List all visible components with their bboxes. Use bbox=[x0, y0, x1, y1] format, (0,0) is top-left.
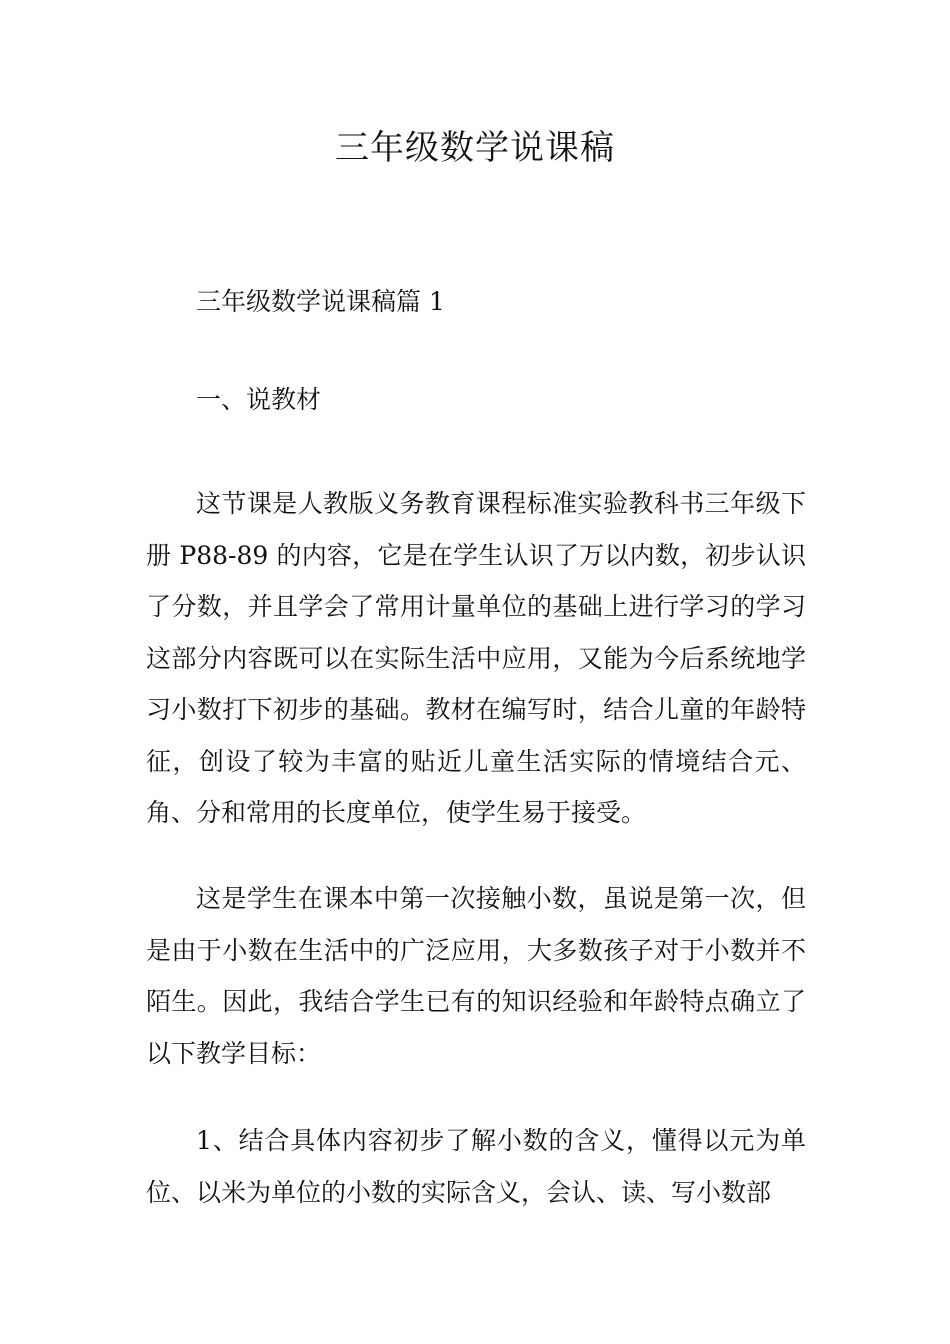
body-paragraph-2: 这是学生在课本中第一次接触小数，虽说是第一次，但是由于小数在生活中的广泛应用，大多数孩子对于小数并不陌生。因此，我结合学生已有的知识经验和年龄特点确立了以下教学目标： bbox=[146, 884, 806, 1068]
document-title: 三年级数学说课稿 bbox=[335, 128, 615, 168]
article-subtitle: 三年级数学说课稿篇 1 bbox=[196, 287, 445, 316]
body-paragraph-3: 1、结合具体内容初步了解小数的含义，懂得以元为单位、以米为单位的小数的实际含义，会认、读、写小数部 bbox=[146, 1126, 806, 1207]
body-paragraph-1: 这节课是人教版义务教育课程标准实验教科书三年级下册 P88-89 的内容，它是在学生认识了万以内数，初步认识了分数，并且学会了常用计量单位的基础上进行学习的学习这部分内容既可以在实际生活中应用，又能为今后系统地学习小数打下初步的基础。教材在编写时，结合儿童的年龄特征，创设了较为丰富的贴近儿童生活实际的情境结合元、角、分和常用的长度单位，使学生易于接受。 bbox=[146, 489, 806, 827]
section-heading: 一、说教材 bbox=[196, 385, 322, 414]
